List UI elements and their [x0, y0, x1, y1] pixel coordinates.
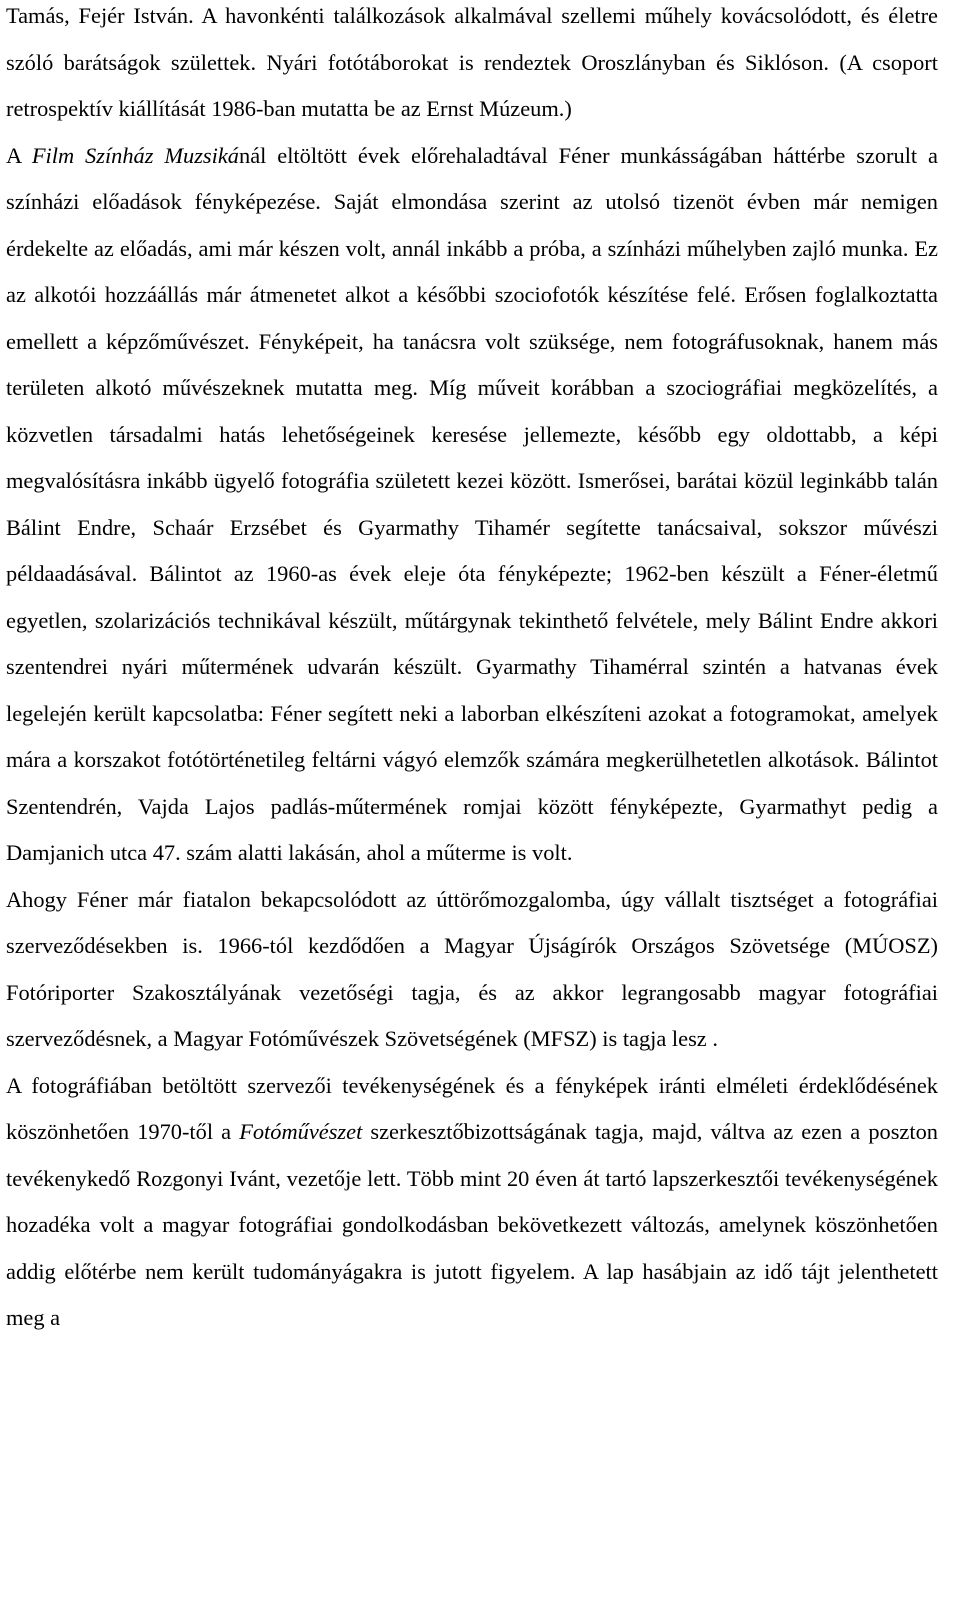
text-run: Ahogy Féner már fiatalon bekapcsolódott az úttörőmozgalomba, úgy vállalt tisztséget a fotográfiai szerveződésekben is. 1966-tól kezdődően a Magyar Újságírók Országos Szövetsége (MÚOSZ) Fotóriporter Szakosztályának vezetőségi tagja, és az akkor legrangosabb magyar fotográfiai szerveződésnek, a Magyar Fotóművészek Szövetségének (MFSZ) is tagja lesz . — [6, 886, 938, 1051]
text-run: A — [6, 142, 32, 168]
paragraph-3 — [6, 877, 938, 1063]
paragraph-4 — [6, 1063, 938, 1342]
paragraph-1 — [6, 0, 938, 133]
italic-title-fotomuveszet: Fotóművészet — [239, 1119, 363, 1144]
text-run: A fotográfiában betöltött szervezői tevékenységének és a fényképek iránti elméleti érdeklődésének köszönhetően 1970-től a — [6, 1072, 938, 1144]
italic-title-film-szinhaz-muzsika: Film Színház Muzsiká — [31, 142, 239, 168]
text-run: szerkesztőbizottságának tagja, majd, váltva az ezen a poszton tevékenykedő Rozgonyi Ivánt, vezetője lett. Több mint 20 éven át tartó lapszerkesztői tevékenységének hozadéka volt a magyar fotográfiai gondolkodásban bekövetkezett változás, amelynek köszönhetően addig előtérbe nem került tudományágakra is jutott figyelem. A lap hasábjain az idő tájt jelenthetett meg a — [6, 1119, 938, 1330]
document-page — [6, 0, 938, 1342]
text-run: Tamás, Fejér István. A havonkénti találkozások alkalmával szellemi műhely kovácsolódott, és életre szóló barátságok születtek. Nyári fotótáborokat is rendeztek Oroszlányban és Siklóson. (A csoport retrospektív kiállítását 1986-ban mutatta be az Ernst Múzeum.) — [6, 3, 938, 121]
paragraph-2 — [6, 133, 938, 877]
text-run: nál eltöltött évek előrehaladtával Féner munkásságában háttérbe szorult a színházi előadások fényképezése. Saját elmondása szerint az utolsó tizenöt évben már nemigen érdekelte az előadás, ami már készen volt, annál inkább a próba, a színházi műhelyben zajló munka. Ez az alkotói hozzáállás már átmenetet alkot a későbbi szociofotók készítése felé. Erősen foglalkoztatta emellett a képzőművészet. Fényképeit, ha tanácsra volt szüksége, nem fotográfusoknak, hanem más területen alkotó művészeknek mutatta meg. Míg műveit korábban a szociográfiai megközelítés, a közvetlen társadalmi hatás lehetőségeinek keresése jellemezte, később egy oldottabb, a képi megvalósításra inkább ügyelő fotográfia született kezei között. Ismerősei, barátai közül leginkább talán Bálint Endre, Schaár Erzsébet és Gyarmathy Tihamér segítette tanácsaival, sokszor művészi példaadásával. Bálintot az 1960-as évek eleje óta fényképezte; 1962-ben készült a Féner-életmű egyetlen, szolarizációs technikával készült, műtárgynak tekinthető felvétele, mely Bálint Endre akkori szentendrei nyári műtermének udvarán készült. Gyarmathy Tihamérral szintén a hatvanas évek legelején került kapcsolatba: Féner segített neki a laborban elkészíteni azokat a fotogramokat, amelyek mára a korszakot fotótörténetileg feltárni vágyó elemzők számára megkerülhetetlen alkotások. Bálintot Szentendrén, Vajda Lajos padlás-műtermének romjai között fényképezte, Gyarmathyt pedig a Damjanich utca 47. szám alatti lakásán, ahol a műterme is volt. — [6, 142, 938, 865]
